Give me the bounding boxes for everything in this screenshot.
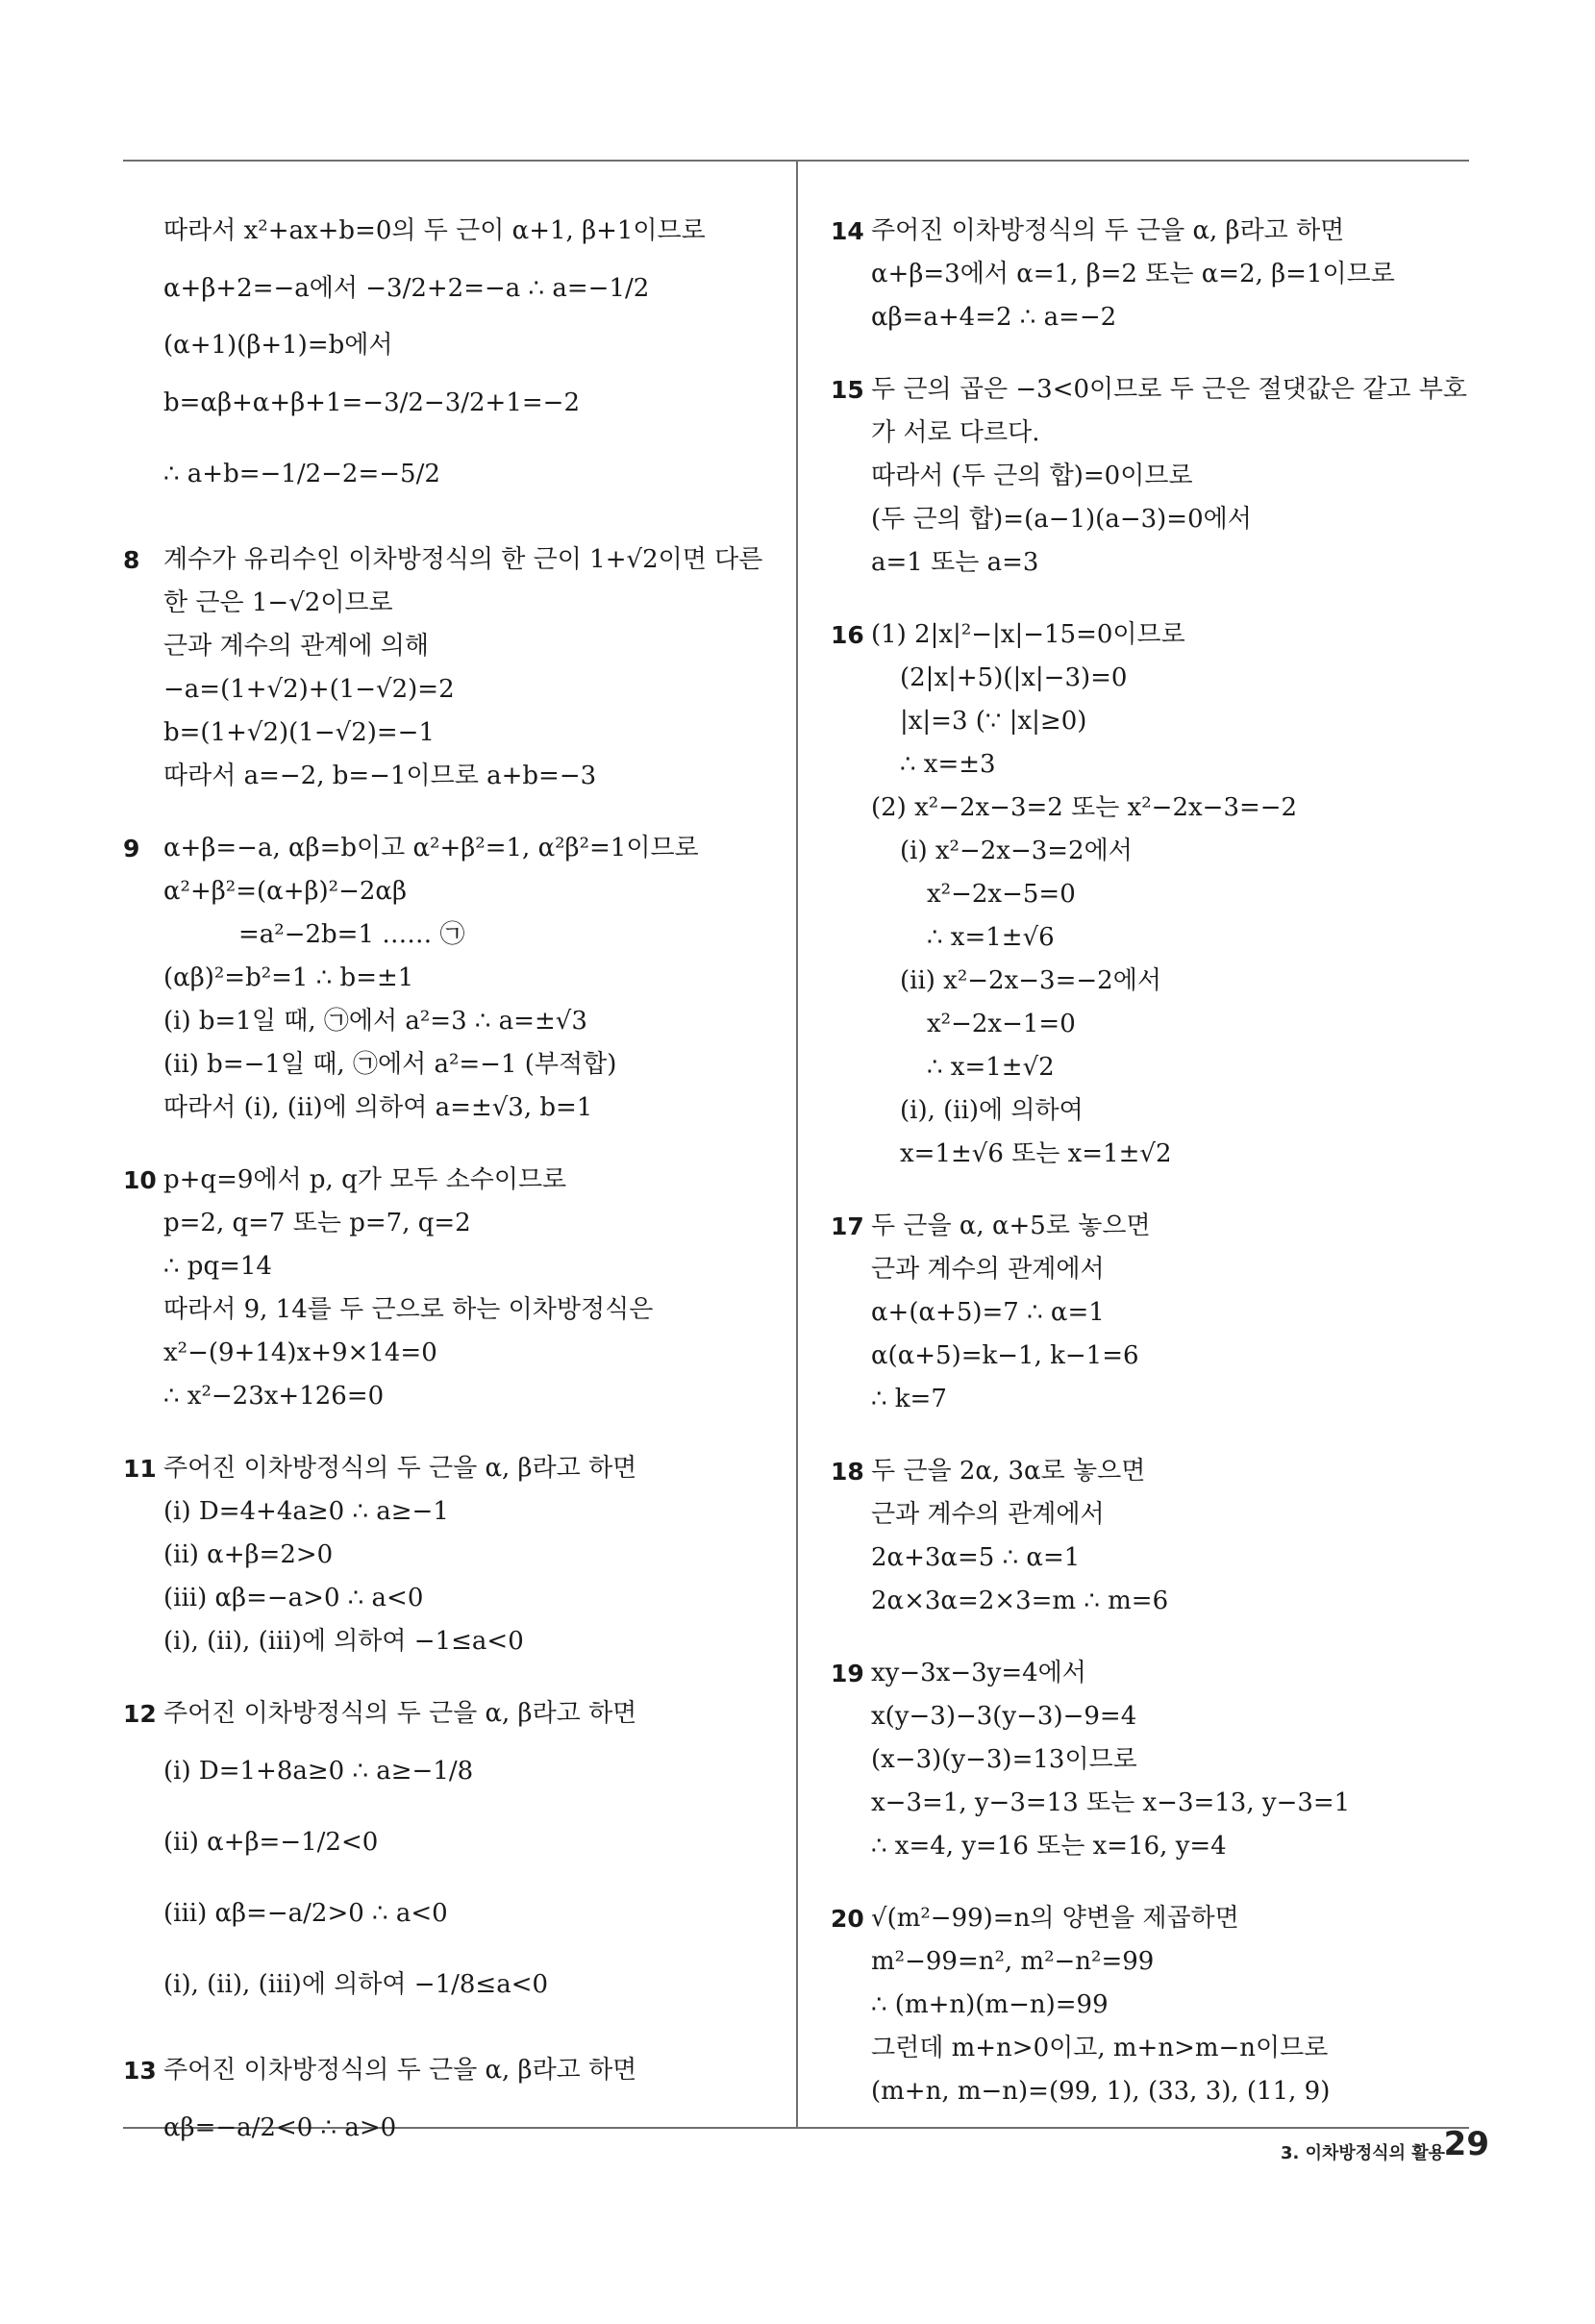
solution-17 [831,1205,1484,1421]
solution-line [123,324,777,367]
line-text: x=1±√6 또는 x=1±√2 [900,1139,1172,1168]
line-text: x²−2x−1=0 [927,1010,1076,1038]
solution-line [831,1537,1484,1580]
line-text: (αβ)²=b²=1 ∴ b=±1 [163,963,414,992]
solution-line [831,1205,1484,1248]
line-text: (iii) αβ=−a>0 ∴ a<0 [163,1584,424,1612]
line-text: 근과 계수의 관계에서 [871,1255,1105,1284]
solution-line [831,1493,1484,1537]
solution-line [123,870,777,913]
solution-line [831,498,1484,541]
line-text: (ii) b=−1일 때, ㉠에서 a²=−1 (부적합) [163,1050,617,1079]
solution-line [831,412,1484,455]
line-text: (α+1)(β+1)=b에서 [163,331,393,360]
chapter-label: 3. 이차방정식의 활용 [1281,2143,1445,2163]
solution-line [123,1949,777,2020]
line-text: 그런데 m+n>0이고, m+n>m−n이므로 [871,2034,1329,2062]
line-text: x(y−3)−3(y−3)−9=4 [871,1702,1137,1731]
line-text: 근과 계수의 관계에서 [871,1500,1105,1529]
problem-number: 18 [831,1458,864,1486]
line-text: 2α×3α=2×3=m ∴ m=6 [871,1587,1169,1615]
solution-line [831,210,1484,253]
line-text: a=1 또는 a=3 [871,548,1039,577]
problem-number: 17 [831,1212,864,1240]
solution-line [831,657,1484,700]
solution-line [123,668,777,712]
solution-line [831,2027,1484,2070]
problem-number: 12 [123,1700,157,1728]
line-text: 2α+3α=5 ∴ α=1 [871,1543,1081,1572]
solution-line [831,613,1484,657]
line-text: ∴ a+b=−1/2−2=−5/2 [163,460,440,488]
solution-20 [831,1897,1484,2113]
solution-line [831,1046,1484,1089]
line-text: p+q=9에서 p, q가 모두 소수이므로 [163,1165,567,1194]
solution-line [831,787,1484,830]
solution-line [831,873,1484,916]
solution-14 [831,210,1484,339]
solution-line [831,253,1484,296]
problem-number: 8 [123,546,140,574]
line-text: ∴ x=±3 [900,750,996,779]
line-text: (i), (ii)에 의하여 [900,1096,1084,1125]
solution-line [123,1534,777,1577]
line-text: 주어진 이차방정식의 두 근을 α, β라고 하면 [163,1699,637,1728]
line-text: (i) D=1+8a≥0 ∴ a≥−1/8 [163,1757,474,1786]
solution-line [123,712,777,755]
line-text: 따라서 (i), (ii)에 의하여 a=±√3, b=1 [163,1093,593,1122]
line-text: 따라서 a=−2, b=−1이므로 a+b=−3 [163,762,597,790]
line-text: (ii) α+β=2>0 [163,1540,334,1569]
solution-15 [831,368,1484,585]
line-text: ∴ pq=14 [163,1252,272,1281]
solution-line [123,1202,777,1245]
line-text: αβ=a+4=2 ∴ a=−2 [871,303,1117,332]
solution-line [831,1291,1484,1335]
line-text: ∴ x=1±√6 [927,923,1055,952]
line-text: xy−3x−3y=4에서 [871,1659,1086,1687]
solution-line [123,253,777,324]
line-text: 두 근의 곱은 −3<0이므로 두 근은 절댓값은 같고 부호 [871,375,1467,404]
column-divider [796,160,798,2127]
solution-line [831,1940,1484,1984]
solution-line [123,367,777,438]
solution-line [123,913,777,957]
solution-line [831,541,1484,585]
solution-9 [123,827,777,1130]
solution-line [123,1043,777,1087]
line-text: (iii) αβ=−a/2>0 ∴ a<0 [163,1899,448,1928]
line-text: 가 서로 다르다. [871,418,1040,447]
line-text: √(m²−99)=n의 양변을 제곱하면 [871,1904,1239,1933]
line-text: 따라서 (두 근의 합)=0이므로 [871,462,1193,490]
solution-line [831,296,1484,339]
solution-line [123,1375,777,1418]
solution-line [123,1245,777,1288]
solution-line [831,1984,1484,2027]
solution-line [123,1807,777,1878]
line-text: (ii) α+β=−1/2<0 [163,1828,379,1857]
solution-continued [123,210,777,510]
line-text: 두 근을 2α, 3α로 놓으면 [871,1457,1146,1486]
solution-line [831,916,1484,960]
line-text: 계수가 유리수인 이차방정식의 한 근이 1+√2이면 다른 [163,545,763,574]
solution-line [123,1736,777,1807]
solution-line [831,960,1484,1003]
line-text: 따라서 9, 14를 두 근으로 하는 이차방정식은 [163,1295,654,1324]
solution-line [831,700,1484,743]
line-text: p=2, q=7 또는 p=7, q=2 [163,1209,471,1237]
line-text: x²−(9+14)x+9×14=0 [163,1338,437,1367]
solution-10 [123,1159,777,1418]
line-text: (2) x²−2x−3=2 또는 x²−2x−3=−2 [871,793,1298,822]
line-text: ∴ x=1±√2 [927,1053,1055,1082]
problem-number: 9 [123,835,140,862]
page-number: 29 [1443,2125,1489,2163]
solution-line [123,1000,777,1043]
solution-line [831,743,1484,787]
line-text: x²−2x−5=0 [927,880,1076,909]
line-text: =a²−2b=1 …… ㉠ [238,920,465,949]
solution-line [123,538,777,582]
line-text: x−3=1, y−3=13 또는 x−3=13, y−3=1 [871,1788,1351,1817]
line-text: (2|x|+5)(|x|−3)=0 [900,663,1128,692]
problem-number: 14 [831,217,864,245]
problem-number: 16 [831,621,864,649]
solution-line [831,1003,1484,1046]
problem-number: 11 [123,1455,157,1483]
solution-line [831,1825,1484,1868]
line-text: (ii) x²−2x−3=−2에서 [900,966,1161,995]
problem-number: 20 [831,1905,864,1933]
solution-line [831,455,1484,498]
solution-line [123,2049,777,2092]
line-text: b=αβ+α+β+1=−3/2−3/2+1=−2 [163,388,580,417]
solution-line [831,830,1484,873]
solution-line [123,1490,777,1534]
line-text: (i) x²−2x−3=2에서 [900,837,1133,865]
solution-line [831,1248,1484,1291]
solution-line [123,1087,777,1130]
line-text: 두 근을 α, α+5로 놓으면 [871,1212,1151,1240]
line-text: |x|=3 (∵ |x|≥0) [900,707,1087,736]
solution-line [831,1335,1484,1378]
line-text: (두 근의 합)=(a−1)(a−3)=0에서 [871,505,1252,534]
problem-number: 19 [831,1660,864,1687]
line-text: ∴ x²−23x+126=0 [163,1382,385,1411]
solution-line [831,1089,1484,1133]
solution-12 [123,1692,777,2020]
solution-line [831,1652,1484,1695]
solution-19 [831,1652,1484,1868]
line-text: α+β=3에서 α=1, β=2 또는 α=2, β=1이므로 [871,260,1395,288]
solution-line [831,1580,1484,1623]
problem-number: 10 [123,1166,157,1194]
solution-line [123,210,777,253]
line-text: ∴ k=7 [871,1385,947,1413]
line-text: 주어진 이차방정식의 두 근을 α, β라고 하면 [163,2056,637,2085]
line-text: (i), (ii), (iii)에 의하여 −1≤a<0 [163,1627,524,1656]
solution-line [831,1782,1484,1825]
solution-18 [831,1450,1484,1623]
line-text: αβ=−a/2<0 ∴ a>0 [163,2113,397,2142]
problem-number: 13 [123,2057,157,2085]
line-text: (i) b=1일 때, ㉠에서 a²=3 ∴ a=±√3 [163,1007,587,1036]
solution-line [123,1288,777,1332]
line-text: α+β+2=−a에서 −3/2+2=−a ∴ a=−1/2 [163,274,650,303]
solution-line [831,1133,1484,1176]
solution-13 [123,2049,777,2163]
solution-line [123,1159,777,1202]
right-column [831,210,1484,2142]
line-text: ∴ (m+n)(m−n)=99 [871,1990,1109,2019]
solution-line [123,438,777,510]
solution-line [123,957,777,1000]
solution-line [123,1332,777,1375]
left-column [123,210,777,2192]
solution-line [831,1738,1484,1782]
line-text: (x−3)(y−3)=13이므로 [871,1745,1137,1774]
solution-8 [123,538,777,798]
line-text: m²−99=n², m²−n²=99 [871,1947,1155,1976]
line-text: (i) D=4+4a≥0 ∴ a≥−1 [163,1497,449,1526]
line-text: 주어진 이차방정식의 두 근을 α, β라고 하면 [163,1454,637,1483]
solution-line [831,1695,1484,1738]
line-text: (1) 2|x|²−|x|−15=0이므로 [871,620,1185,649]
line-text: −a=(1+√2)+(1−√2)=2 [163,675,455,704]
solution-line [123,1577,777,1620]
line-text: α+β=−a, αβ=b이고 α²+β²=1, α²β²=1이므로 [163,834,699,862]
line-text: α(α+5)=k−1, k−1=6 [871,1341,1139,1370]
solution-line [123,625,777,668]
solution-16 [831,613,1484,1176]
line-text: α²+β²=(α+β)²−2αβ [163,877,408,906]
solution-line [831,368,1484,412]
solution-line [831,1450,1484,1493]
solution-line [831,2070,1484,2113]
line-text: (i), (ii), (iii)에 의하여 −1/8≤a<0 [163,1970,549,1999]
solution-line [831,1378,1484,1421]
line-text: 한 근은 1−√2이므로 [163,588,393,617]
line-text: 주어진 이차방정식의 두 근을 α, β라고 하면 [871,216,1345,245]
solution-line [123,1878,777,1949]
solution-line [123,2092,777,2163]
problem-number: 15 [831,376,864,404]
solution-line [123,1620,777,1663]
line-text: 근과 계수의 관계에 의해 [163,632,429,661]
line-text: 따라서 x²+ax+b=0의 두 근이 α+1, β+1이므로 [163,216,706,245]
solution-line [831,1897,1484,1940]
solution-line [123,827,777,870]
solution-11 [123,1447,777,1663]
line-text: (m+n, m−n)=(99, 1), (33, 3), (11, 9) [871,2077,1331,2106]
solution-line [123,582,777,625]
solution-line [123,1447,777,1490]
solution-line [123,755,777,798]
line-text: ∴ x=4, y=16 또는 x=16, y=4 [871,1832,1227,1861]
solution-line [123,1692,777,1736]
line-text: α+(α+5)=7 ∴ α=1 [871,1298,1105,1327]
line-text: b=(1+√2)(1−√2)=−1 [163,718,435,747]
